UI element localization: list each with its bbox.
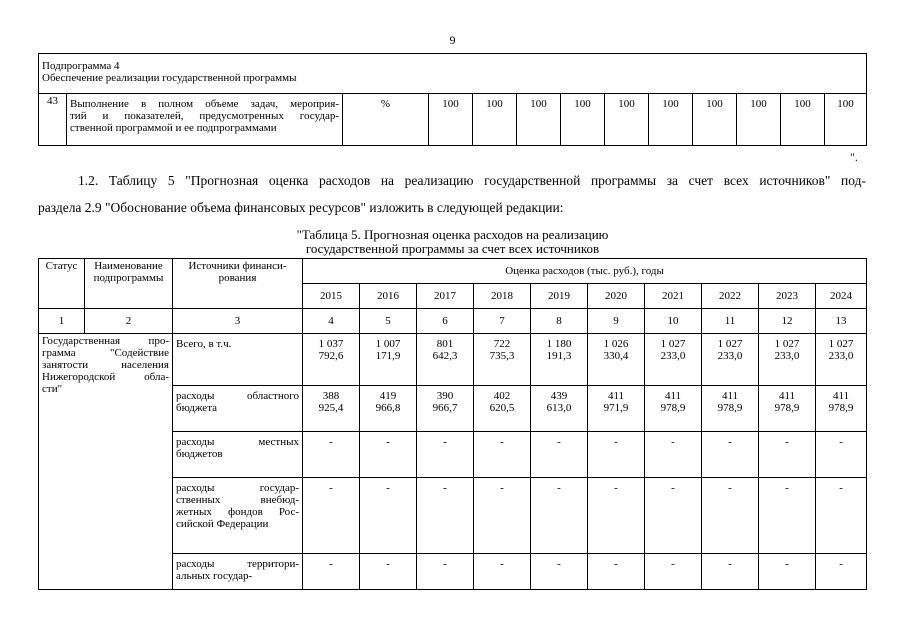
value-part: - bbox=[614, 482, 618, 494]
value-part: - bbox=[785, 558, 789, 570]
source-cell bbox=[173, 432, 303, 478]
value-part: 233,0 bbox=[828, 350, 854, 362]
value-part: - bbox=[728, 558, 732, 570]
header-row bbox=[39, 259, 867, 284]
indicator-value: 100 bbox=[737, 94, 781, 146]
source-cell bbox=[173, 386, 303, 432]
indicator-name-line: тий и показателей, предусмотренных государ- bbox=[70, 110, 339, 122]
year-header: 2019 bbox=[531, 284, 588, 309]
closing-quote: ". bbox=[850, 150, 858, 164]
value-part: - bbox=[785, 482, 789, 494]
source-line: ственных внебюд- bbox=[176, 494, 299, 506]
value-part: - bbox=[443, 558, 447, 570]
value-cell bbox=[531, 334, 588, 386]
value-part: 411 bbox=[664, 390, 682, 402]
source-cell bbox=[173, 478, 303, 554]
page-number: 9 bbox=[449, 33, 456, 47]
value-cell bbox=[645, 432, 702, 478]
value-part: 1 026 bbox=[603, 338, 629, 350]
year-header: 2018 bbox=[474, 284, 531, 309]
value-part: - bbox=[728, 482, 732, 494]
column-number: 4 bbox=[303, 309, 360, 334]
value-cell bbox=[531, 386, 588, 432]
source-cell bbox=[173, 554, 303, 590]
column-number: 2 bbox=[85, 309, 173, 334]
value-cell bbox=[702, 478, 759, 554]
value-part: 978,9 bbox=[660, 402, 686, 414]
indicator-value: 100 bbox=[517, 94, 561, 146]
value-part: 1 027 bbox=[828, 338, 854, 350]
value-cell bbox=[588, 432, 645, 478]
source-line: бюджетов bbox=[176, 448, 223, 460]
subprogram-row bbox=[39, 54, 867, 94]
value-part: - bbox=[671, 482, 675, 494]
indicator-name bbox=[67, 94, 343, 146]
value-part: - bbox=[557, 558, 561, 570]
value-part: 978,9 bbox=[774, 402, 800, 414]
indicator-value: 100 bbox=[605, 94, 649, 146]
source-line: сийской Федерации bbox=[176, 518, 269, 530]
column-number: 8 bbox=[531, 309, 588, 334]
value-cell bbox=[759, 432, 816, 478]
value-part: - bbox=[671, 436, 675, 448]
value-cell bbox=[759, 554, 816, 590]
value-cell bbox=[816, 334, 867, 386]
value-part: - bbox=[443, 482, 447, 494]
value-part: 792,6 bbox=[318, 350, 344, 362]
column-number: 5 bbox=[360, 309, 417, 334]
value-cell bbox=[474, 432, 531, 478]
value-part: 735,3 bbox=[489, 350, 515, 362]
value-cell bbox=[702, 432, 759, 478]
value-cell bbox=[816, 432, 867, 478]
value-part: - bbox=[728, 436, 732, 448]
value-part: 966,8 bbox=[375, 402, 401, 414]
status-line: Государственная про- bbox=[42, 335, 169, 347]
year-header: 2024 bbox=[816, 284, 867, 309]
value-part: 411 bbox=[778, 390, 796, 402]
value-part: 411 bbox=[833, 390, 850, 402]
year-header: 2023 bbox=[759, 284, 816, 309]
indicator-value: 100 bbox=[693, 94, 737, 146]
column-number: 7 bbox=[474, 309, 531, 334]
year-header: 2021 bbox=[645, 284, 702, 309]
status-line: Нижегородской обла- bbox=[42, 371, 169, 383]
value-cell bbox=[360, 478, 417, 554]
source-line: альных государ- bbox=[176, 570, 253, 582]
source-line: жетных фондов Рос- bbox=[176, 506, 299, 518]
value-part: 1 027 bbox=[717, 338, 743, 350]
value-part: - bbox=[386, 436, 390, 448]
value-part: 1 007 bbox=[375, 338, 401, 350]
source-line: расходы местных bbox=[176, 436, 299, 448]
value-cell bbox=[759, 478, 816, 554]
value-cell bbox=[588, 334, 645, 386]
value-cell bbox=[417, 334, 474, 386]
column-number: 6 bbox=[417, 309, 474, 334]
source-line: бюджета bbox=[176, 402, 218, 414]
source-line: расходы государ- bbox=[176, 482, 299, 494]
header-sources: Источники финанси- рования bbox=[173, 259, 303, 309]
value-cell bbox=[588, 386, 645, 432]
value-part: - bbox=[329, 558, 333, 570]
value-part: 925,4 bbox=[318, 402, 344, 414]
value-cell bbox=[417, 554, 474, 590]
value-part: 722 bbox=[493, 338, 511, 350]
indicator-unit: % bbox=[343, 94, 429, 146]
row-number: 43 bbox=[39, 94, 67, 146]
value-part: 233,0 bbox=[774, 350, 800, 362]
value-cell bbox=[303, 334, 360, 386]
value-part: 978,9 bbox=[717, 402, 743, 414]
value-cell bbox=[531, 554, 588, 590]
value-cell bbox=[702, 334, 759, 386]
value-part: 191,3 bbox=[546, 350, 572, 362]
value-cell bbox=[360, 386, 417, 432]
paragraph-line-1: 1.2. Таблицу 5 "Прогнозная оценка расходов на реализацию государственной программы за счет всех источников" под- bbox=[78, 173, 866, 188]
value-cell bbox=[360, 334, 417, 386]
value-cell bbox=[303, 554, 360, 590]
value-cell bbox=[645, 478, 702, 554]
value-part: 419 bbox=[379, 390, 397, 402]
value-cell bbox=[417, 386, 474, 432]
value-part: 233,0 bbox=[717, 350, 743, 362]
value-cell bbox=[303, 432, 360, 478]
value-cell bbox=[816, 386, 867, 432]
value-part: - bbox=[329, 482, 333, 494]
indicators-table bbox=[38, 53, 867, 146]
value-cell bbox=[645, 386, 702, 432]
value-cell bbox=[531, 432, 588, 478]
value-cell bbox=[303, 478, 360, 554]
table-row bbox=[39, 334, 867, 386]
value-cell bbox=[417, 478, 474, 554]
indicator-value: 100 bbox=[825, 94, 867, 146]
value-part: - bbox=[557, 482, 561, 494]
value-part: 971,9 bbox=[603, 402, 629, 414]
value-part: 388 bbox=[322, 390, 340, 402]
value-cell bbox=[588, 478, 645, 554]
year-header: 2022 bbox=[702, 284, 759, 309]
value-part: - bbox=[500, 558, 504, 570]
value-part: - bbox=[500, 436, 504, 448]
column-number-row bbox=[39, 309, 867, 334]
indicator-value: 100 bbox=[781, 94, 825, 146]
value-part: 966,7 bbox=[432, 402, 458, 414]
source-cell bbox=[173, 334, 303, 386]
value-part: 233,0 bbox=[660, 350, 686, 362]
column-number: 9 bbox=[588, 309, 645, 334]
source-line: расходы областного bbox=[176, 390, 299, 402]
column-number: 3 bbox=[173, 309, 303, 334]
column-number: 11 bbox=[702, 309, 759, 334]
value-part: - bbox=[614, 558, 618, 570]
value-cell bbox=[759, 334, 816, 386]
value-cell bbox=[474, 386, 531, 432]
table5-caption-line-1: "Таблица 5. Прогнозная оценка расходов на реализацию bbox=[296, 227, 609, 242]
value-cell bbox=[474, 478, 531, 554]
indicator-value: 100 bbox=[561, 94, 605, 146]
value-cell bbox=[474, 334, 531, 386]
table5-caption bbox=[0, 228, 905, 256]
value-part: 411 bbox=[607, 390, 625, 402]
value-part: - bbox=[785, 436, 789, 448]
value-part: - bbox=[614, 436, 618, 448]
expense-forecast-table bbox=[38, 258, 867, 590]
status-line: сти" bbox=[42, 383, 63, 395]
value-cell bbox=[816, 554, 867, 590]
value-part: - bbox=[386, 558, 390, 570]
value-part: 620,5 bbox=[489, 402, 515, 414]
value-part: 642,3 bbox=[432, 350, 458, 362]
value-cell bbox=[417, 432, 474, 478]
indicator-value: 100 bbox=[649, 94, 693, 146]
source-line: Всего, в т.ч. bbox=[176, 338, 232, 350]
value-part: 171,9 bbox=[375, 350, 401, 362]
table-row bbox=[39, 94, 867, 146]
column-number: 1 bbox=[39, 309, 85, 334]
year-header: 2017 bbox=[417, 284, 474, 309]
indicator-value: 100 bbox=[473, 94, 517, 146]
header-estimate: Оценка расходов (тыс. руб.), годы bbox=[303, 259, 867, 284]
column-number: 10 bbox=[645, 309, 702, 334]
value-part: 390 bbox=[436, 390, 454, 402]
value-cell bbox=[645, 554, 702, 590]
value-part: 978,9 bbox=[828, 402, 854, 414]
value-part: 613,0 bbox=[546, 402, 572, 414]
value-cell bbox=[531, 478, 588, 554]
value-part: - bbox=[557, 436, 561, 448]
value-part: - bbox=[839, 482, 843, 494]
value-part: 1 180 bbox=[546, 338, 572, 350]
value-part: 402 bbox=[493, 390, 511, 402]
indicator-name-line: ственной программой и ее подпрограммами bbox=[70, 122, 277, 134]
subprogram-subtitle: Обеспечение реализации государственной программы bbox=[42, 72, 297, 84]
value-cell bbox=[588, 554, 645, 590]
value-cell bbox=[816, 478, 867, 554]
indicator-value: 100 bbox=[429, 94, 473, 146]
year-header: 2016 bbox=[360, 284, 417, 309]
value-part: 1 027 bbox=[660, 338, 686, 350]
status-line: грамма "Содействие bbox=[42, 347, 169, 359]
value-cell bbox=[759, 386, 816, 432]
value-cell bbox=[645, 334, 702, 386]
table5-caption-line-2: государственной программы за счет всех источников bbox=[305, 241, 600, 256]
value-cell bbox=[360, 554, 417, 590]
value-part: - bbox=[839, 436, 843, 448]
value-cell bbox=[702, 386, 759, 432]
year-header: 2015 bbox=[303, 284, 360, 309]
value-cell bbox=[474, 554, 531, 590]
year-header: 2020 bbox=[588, 284, 645, 309]
value-part: 801 bbox=[436, 338, 454, 350]
source-line: расходы территори- bbox=[176, 558, 299, 570]
value-cell bbox=[303, 386, 360, 432]
value-part: - bbox=[386, 482, 390, 494]
value-part: - bbox=[329, 436, 333, 448]
value-part: 439 bbox=[550, 390, 568, 402]
value-part: - bbox=[443, 436, 447, 448]
column-number: 12 bbox=[759, 309, 816, 334]
header-subprogram: Наименование подпрограммы bbox=[85, 259, 173, 309]
value-part: 1 037 bbox=[318, 338, 344, 350]
paragraph-line-2: раздела 2.9 "Обоснование объема финансовых ресурсов" изложить в следующей редакции: bbox=[38, 200, 564, 215]
value-part: 1 027 bbox=[774, 338, 800, 350]
value-part: - bbox=[500, 482, 504, 494]
value-cell bbox=[360, 432, 417, 478]
status-line: занятости населения bbox=[42, 359, 169, 371]
subprogram-title: Подпрограмма 4 bbox=[42, 60, 120, 72]
value-cell bbox=[702, 554, 759, 590]
header-status: Статус bbox=[39, 259, 85, 309]
value-part: - bbox=[839, 558, 843, 570]
status-cell bbox=[39, 334, 173, 590]
value-part: 330,4 bbox=[603, 350, 629, 362]
value-part: 411 bbox=[721, 390, 739, 402]
indicator-name-line: Выполнение в полном объеме задач, мероприя- bbox=[70, 98, 339, 110]
column-number: 13 bbox=[816, 309, 867, 334]
value-part: - bbox=[671, 558, 675, 570]
